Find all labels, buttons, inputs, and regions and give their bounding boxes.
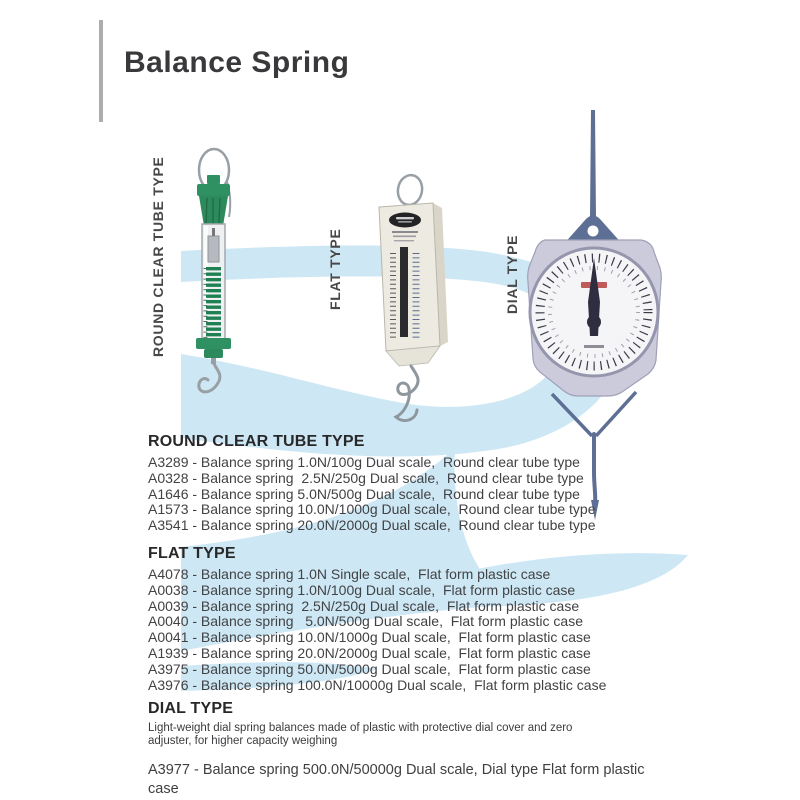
- product-item: A3289 - Balance spring 1.0N/100g Dual scale, Round clear tube type: [148, 454, 580, 470]
- label-text-line3: [394, 240, 414, 241]
- section-heading: FLAT TYPE: [148, 545, 236, 562]
- piston: [208, 236, 219, 262]
- product-item: A1573 - Balance spring 10.0N/1000g Dual scale, Round clear tube type: [148, 501, 596, 518]
- section-dial-type: [148, 700, 653, 799]
- top-cap: [197, 184, 230, 196]
- brand-label-mark: [396, 217, 414, 219]
- piston-rod: [212, 228, 215, 236]
- section-flat-type: [148, 545, 606, 693]
- brand-label: [389, 213, 421, 228]
- top-knob: [207, 175, 220, 184]
- section-round-clear-tube-type: [148, 433, 596, 534]
- product-item: A1939 - Balance spring 20.0N/2000g Dual scale, Flat form plastic case: [148, 644, 591, 661]
- label-text-line2: [393, 236, 416, 238]
- round-tube-scale-illustration: [196, 149, 231, 392]
- product-item: A0038 - Balance spring 1.0N/100g Dual scale, Flat form plastic case: [148, 581, 576, 598]
- figure-label-flat-type: FLAT TYPE: [327, 228, 343, 310]
- bottom-nut: [204, 349, 223, 358]
- label-text-line: [392, 231, 418, 233]
- product-item: A3977 - Balance spring 500.0N/50000g Dual scale, Dial type Flat form plastic case: [148, 762, 645, 797]
- hanger-hole: [588, 226, 599, 237]
- hanging-loop-icon: [396, 173, 425, 207]
- needle-boss: [587, 315, 601, 329]
- product-item: A0041 - Balance spring 10.0N/1000g Dual scale, Flat form plastic case: [148, 629, 591, 646]
- product-item: A1646 - Balance spring 5.0N/500g Dual scale, Round clear tube type: [148, 485, 580, 502]
- brand-label-mark2: [398, 221, 412, 223]
- bottom-flange: [196, 338, 231, 349]
- product-item: A0039 - Balance spring 2.5N/250g Dual scale, Flat form plastic case: [148, 597, 580, 614]
- dial-type-description: Light-weight dial spring balances made of plastic with protective dial cover and zero adjuster, for higher capacity weighing: [148, 722, 573, 747]
- product-item: A3541 - Balance spring 20.0N/2000g Dual scale, Round clear tube type: [148, 517, 596, 534]
- product-item: A3975 - Balance spring 50.0N/5000g Dual scale, Flat form plastic case: [148, 660, 591, 677]
- product-item: A0040 - Balance spring 5.0N/500g Dual scale, Flat form plastic case: [148, 613, 583, 630]
- indicator-slot: [400, 247, 408, 337]
- page-title: Balance Spring: [124, 46, 350, 80]
- flat-scale-illustration: [379, 173, 448, 420]
- product-item: A0328 - Balance spring 2.5N/250g Dual scale, Round clear tube type: [148, 469, 584, 486]
- product-item: A4078 - Balance spring 1.0N Single scale, Flat form plastic case: [148, 566, 551, 582]
- dial-sub-label: [584, 345, 604, 348]
- top-rod: [590, 110, 596, 218]
- title-accent-bar: [99, 20, 103, 122]
- figure-label-dial-type: DIAL TYPE: [504, 234, 520, 314]
- figure-label-round-clear-tube-type: ROUND CLEAR TUBE TYPE: [150, 156, 166, 357]
- section-heading: DIAL TYPE: [148, 700, 234, 717]
- section-heading: ROUND CLEAR TUBE TYPE: [148, 433, 365, 450]
- product-item: A3976 - Balance spring 100.0N/10000g Dual scale, Flat form plastic case: [148, 676, 607, 693]
